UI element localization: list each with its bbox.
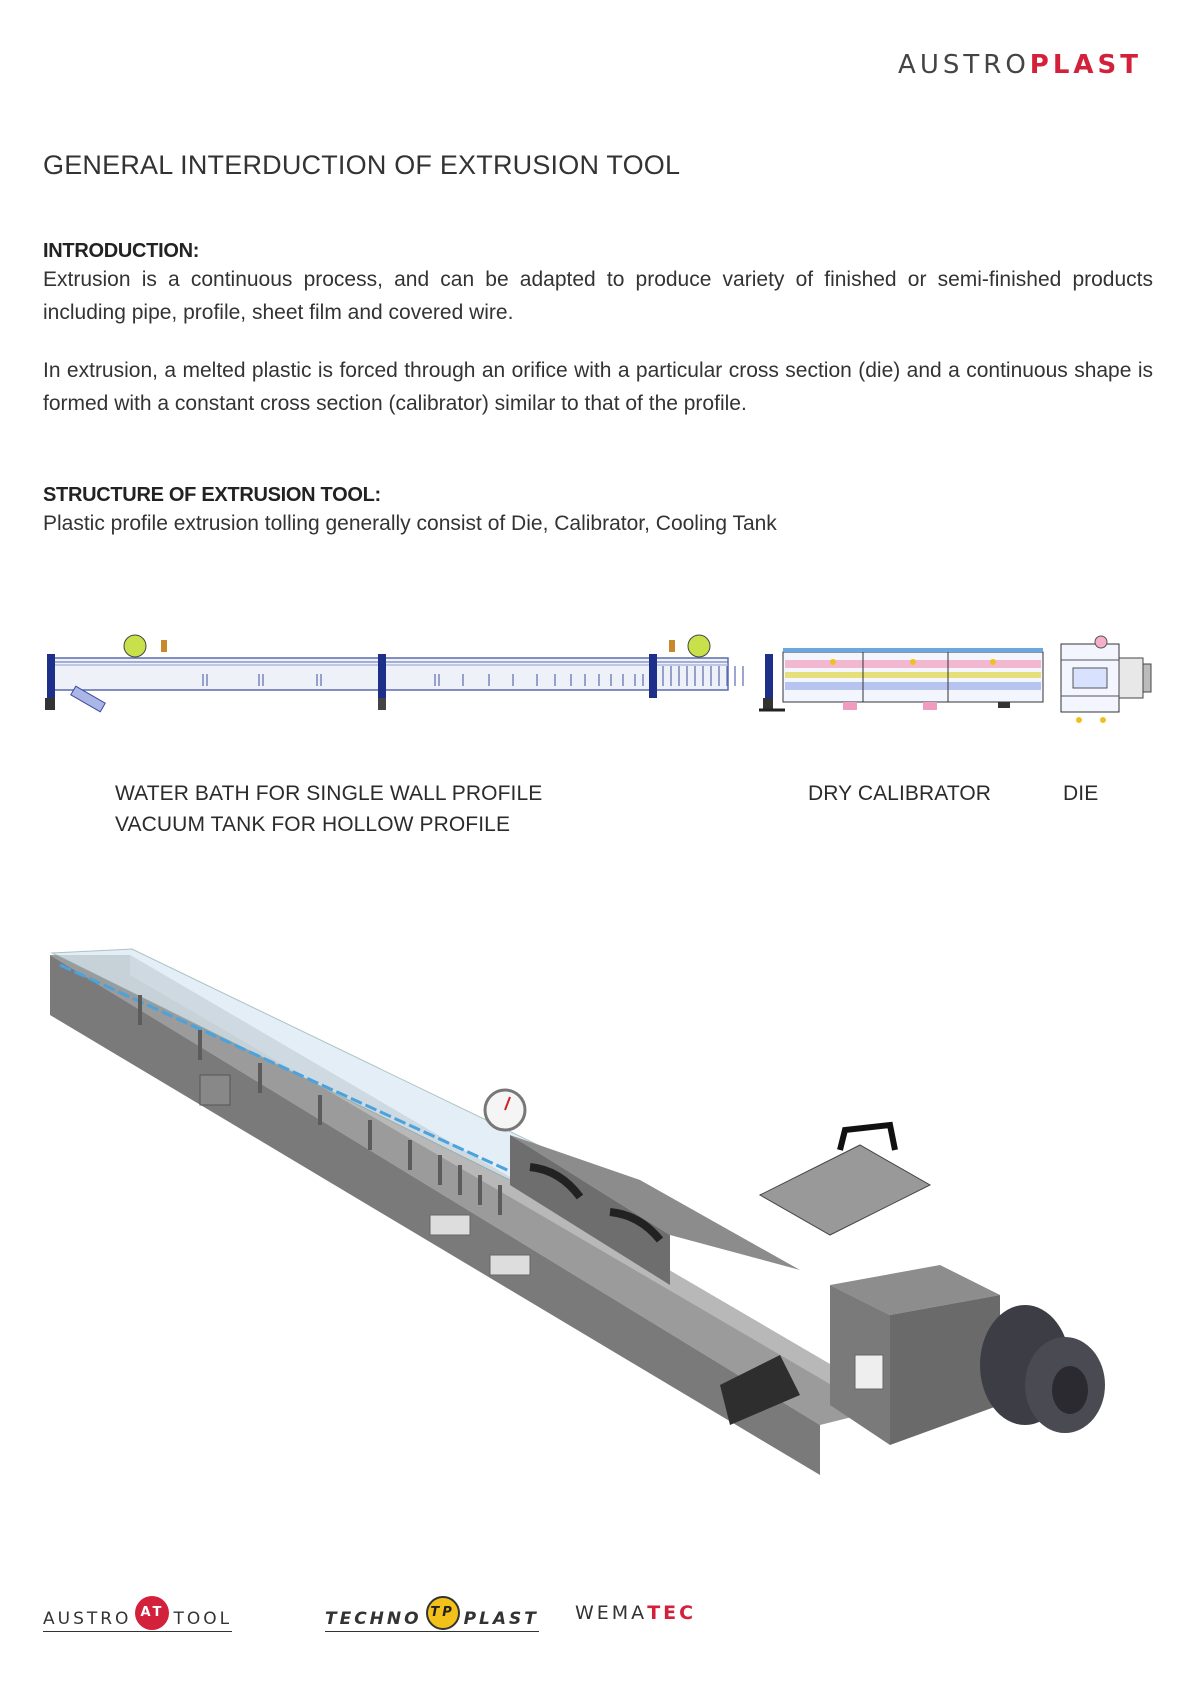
introduction-heading: INTRODUCTION: bbox=[43, 240, 200, 262]
introduction-paragraph-2: In extrusion, a melted plastic is forced through an orifice with a particular cross section (die) and a continuous shape is formed with a constant cross section (calibrator) similar to that of the profile. bbox=[43, 359, 1153, 415]
extrusion-tool-render bbox=[40, 935, 1160, 1565]
die-label: DIE bbox=[1063, 782, 1099, 805]
page-title: GENERAL INTERDUCTION OF EXTRUSION TOOL bbox=[43, 150, 681, 180]
austro-tool-badge: AT bbox=[135, 1596, 169, 1630]
introduction-paragraph-1: Extrusion is a continuous process, and can be adapted to produce variety of finished or semi-finished products including pipe, profile, sheet film and covered wire. bbox=[43, 268, 1153, 324]
vacuum-tank-label: VACUUM TANK FOR HOLLOW PROFILE bbox=[115, 813, 511, 836]
austro-tool-logo: AUSTRO AT TOOL bbox=[43, 1602, 232, 1636]
wematec-logo: WEMATEC bbox=[575, 1602, 697, 1624]
extrusion-line-drawing bbox=[43, 620, 1153, 735]
techno-plast-badge: TP bbox=[426, 1596, 460, 1630]
water-bath-label: WATER BATH FOR SINGLE WALL PROFILE bbox=[115, 782, 543, 805]
structure-paragraph: Plastic profile extrusion tolling generally consist of Die, Calibrator, Cooling Tank bbox=[43, 512, 777, 535]
dry-calibrator-label: DRY CALIBRATOR bbox=[808, 782, 992, 805]
structure-heading: STRUCTURE OF EXTRUSION TOOL: bbox=[43, 484, 381, 506]
techno-plast-logo: TECHNO TP PLAST bbox=[325, 1602, 539, 1636]
austroplast-logo: AUSTROPLAST bbox=[898, 50, 1142, 80]
